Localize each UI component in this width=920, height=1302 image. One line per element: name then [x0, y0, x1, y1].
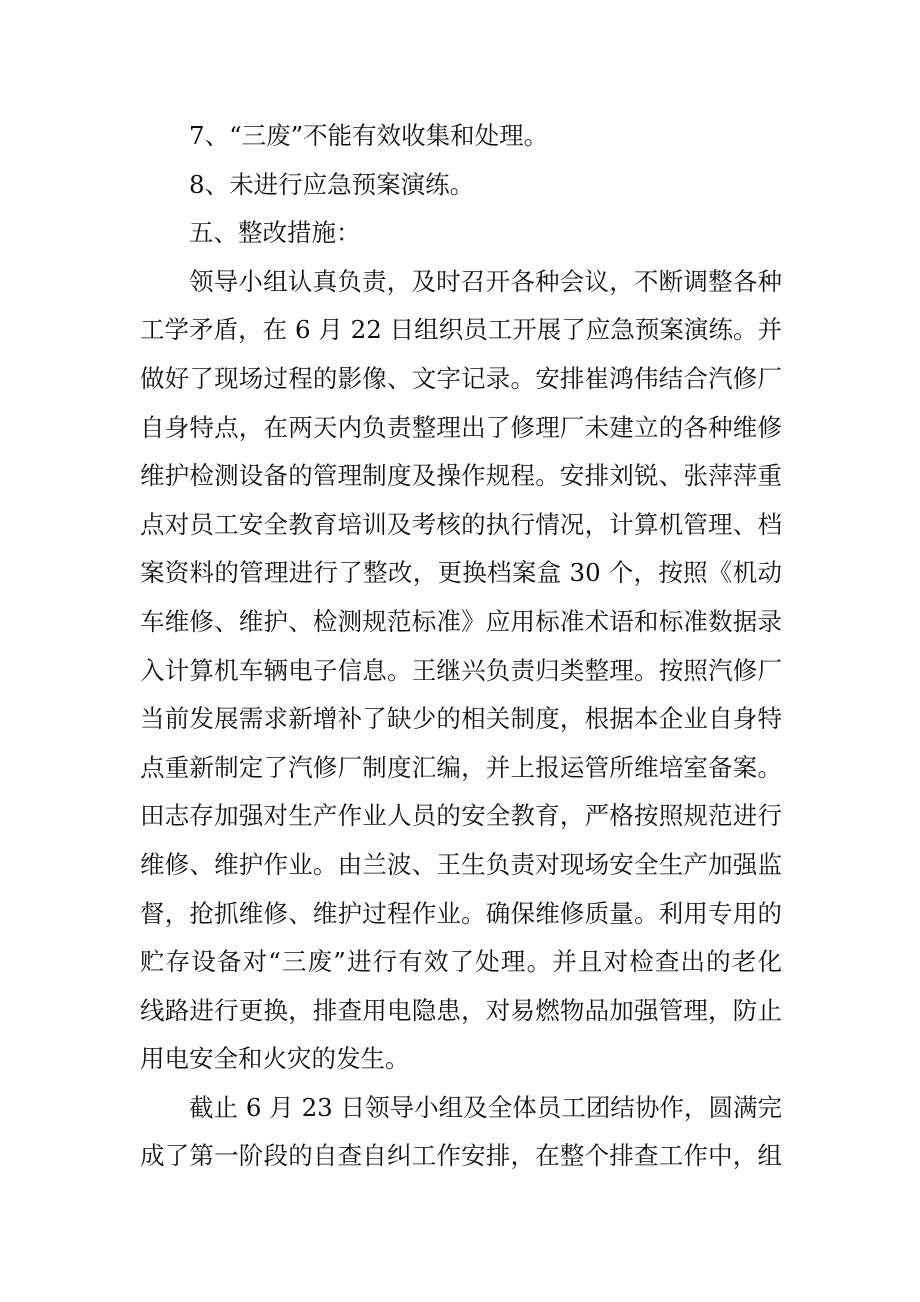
- text-line: 领导小组认真负责，及时召开各种会议，不断调整各种: [189, 266, 782, 296]
- text-line: 用电安全和火灾的发生。: [140, 1044, 410, 1074]
- text-line: 截止 6 月 23 日领导小组及全体员工团结协作，圆满完: [189, 1092, 782, 1122]
- text-line: 维修、维护作业。由兰波、王生负责对现场安全生产加强监: [140, 849, 782, 879]
- text-line: 成了第一阶段的自查自纠工作安排，在整个排查工作中，组: [140, 1141, 782, 1171]
- text-line: 点重新制定了汽修厂制度汇编，并上报运管所维培室备案。: [140, 752, 782, 782]
- text-line: 案资料的管理进行了整改，更换档案盒 30 个，按照《机动: [140, 558, 782, 588]
- text-line: 工学矛盾，在 6 月 22 日组织员工开展了应急预案演练。并: [140, 315, 782, 345]
- text-line: 车维修、维护、检测规范标准》应用标准术语和标准数据录: [140, 606, 782, 636]
- text-line: 自身特点，在两天内负责整理出了修理厂未建立的各种维修: [140, 412, 782, 442]
- text-line: 督，抢抓维修、维护过程作业。确保维修质量。利用专用的: [140, 898, 782, 928]
- text-line: 维护检测设备的管理制度及操作规程。安排刘锐、张萍萍重: [140, 461, 782, 491]
- text-line: 8、未进行应急预案演练。: [189, 169, 475, 199]
- text-line: 贮存设备对“三废”进行有效了处理。并且对检查出的老化: [140, 947, 782, 977]
- text-line: 当前发展需求新增补了缺少的相关制度，根据本企业自身特: [140, 704, 782, 734]
- text-line: 线路进行更换，排查用电隐患，对易燃物品加强管理，防止: [140, 995, 782, 1025]
- text-line: 五、整改措施：: [189, 218, 361, 248]
- document-body: [140, 112, 782, 1181]
- text-line: 入计算机车辆电子信息。王继兴负责归类整理。按照汽修厂: [140, 655, 782, 685]
- text-line: 点对员工安全教育培训及考核的执行情况，计算机管理、档: [140, 509, 782, 539]
- text-line: 田志存加强对生产作业人员的安全教育，严格按照规范进行: [140, 801, 782, 831]
- text-line: 做好了现场过程的影像、文字记录。安排崔鸿伟结合汽修厂: [140, 363, 782, 393]
- text-line: 7、“三废”不能有效收集和处理。: [189, 121, 549, 150]
